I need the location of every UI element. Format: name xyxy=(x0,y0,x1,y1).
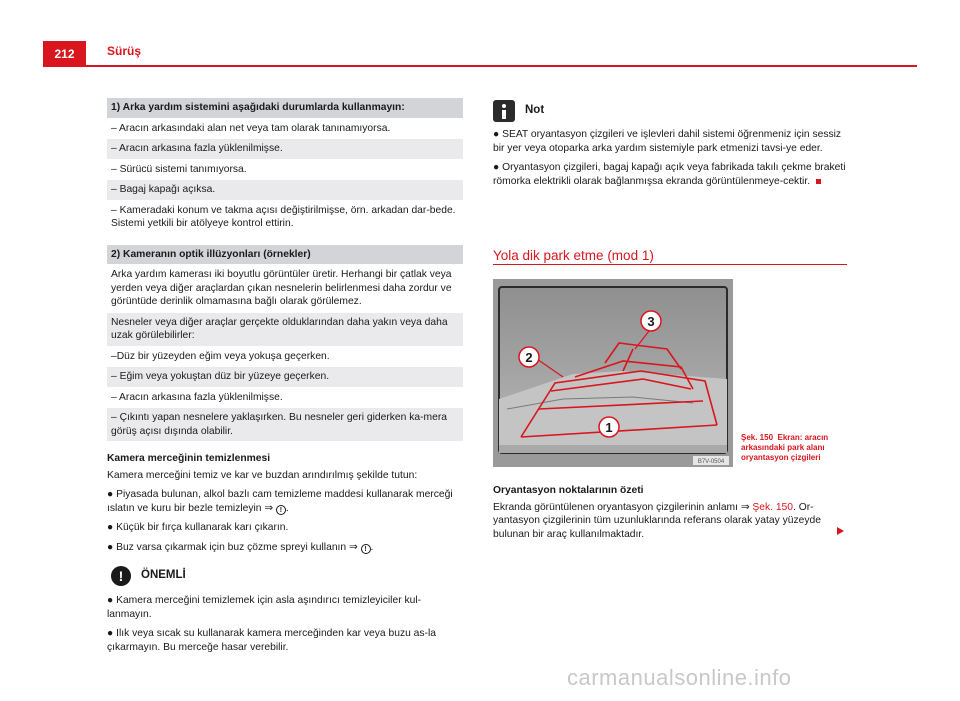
figure-caption-label: Şek. 150 xyxy=(741,433,774,442)
orientation-text-before: Ekranda görüntülenen oryantasyon çizgilerinin anlamı ⇒ xyxy=(493,501,750,513)
table-row: – Sürücü sistemi tanımıyorsa. xyxy=(107,160,463,181)
info-icon xyxy=(493,100,515,122)
warning-bullet: ● Kamera merceğini temizlemek için asla aşındırıcı temizleyiciler kul-lanmayın. xyxy=(107,595,422,620)
callout-3-label: 3 xyxy=(647,314,655,329)
cleaning-bullet: ● Küçük bir fırça kullanarak karı çıkarın. xyxy=(107,522,289,533)
camera-display-illustration xyxy=(493,279,733,467)
warning-title: ÖNEMLİ xyxy=(141,569,186,582)
cleaning-intro: Kamera merceğini temiz ve kar ve buzdan arındırılmış şekilde tutun: xyxy=(107,469,418,481)
warning-ref-icon[interactable]: ! xyxy=(276,505,286,515)
camera-display-figure xyxy=(493,279,733,467)
figure-caption xyxy=(741,433,851,463)
continue-arrow-icon xyxy=(837,527,844,535)
cleaning-bullet-text: ● Piyasada bulunan, alkol bazlı cam temizleme maddesi kullanarak merceği ıslatın ve kuru bir bezle temizleyin ⇒ xyxy=(107,489,453,514)
right-column-lower xyxy=(493,480,849,547)
note-bullet xyxy=(493,161,849,188)
note-bullet: ● SEAT oryantasyon çizgileri ve işlevleri dahil sistemi öğrenmeniz için sessiz bir yer veya otoparka arka yardım sistemiyle park etmenizi tavsi-ye eder. xyxy=(493,129,842,154)
orientation-heading: Oryantasyon noktalarının özeti xyxy=(493,485,644,496)
warning-header xyxy=(107,566,463,586)
note-header xyxy=(493,100,849,122)
left-column xyxy=(107,98,463,660)
table-row: – Kameradaki konum ve takma açısı değiştirilmişse, örn. arkadan dar-bede. Sistemi yetkili bir atölyeye kontrol ettirin. xyxy=(107,201,463,235)
table-header: 1) Arka yardım sistemini aşağıdaki durumlarda kullanmayın: xyxy=(107,98,463,119)
table-row: – Aracın arkasına fazla yüklenilmişse. xyxy=(107,139,463,160)
optical-illusions-table xyxy=(107,245,463,443)
callout-2-label: 2 xyxy=(525,350,533,365)
figure-caption-text: Ekran: aracın arkasındaki park alanı oryantasyon çizgileri xyxy=(741,433,829,462)
callout-1 xyxy=(599,417,619,437)
section-title: Yola dik park etme (mod 1) xyxy=(493,248,654,263)
usage-restrictions-table xyxy=(107,98,463,235)
chapter-title: Sürüş xyxy=(107,44,142,58)
table-row: –Düz bir yüzeyden eğim veya yokuşa geçerken. xyxy=(107,347,463,368)
cleaning-bullet: ● Buz varsa çıkarmak için buz çözme spreyi kullanın ⇒ ! . xyxy=(107,541,374,553)
note-bullet-text: ● Oryantasyon çizgileri, bagaj kapağı açık veya fabrikada takılı çekme braketi römorka elektrikli olarak bağlanmışsa ekranda görüntülenmeye-cektir. xyxy=(493,162,846,187)
warning-ref-icon[interactable]: ! xyxy=(361,544,371,554)
table-row: – Aracın arkasındaki alan net veya tam olarak tanınamıyorsa. xyxy=(107,119,463,140)
warning-bullet: ● Ilık veya sıcak su kullanarak kamera merceğinden kar veya buzu as-la çıkarmayın. Bu merceğe hasar verebilir. xyxy=(107,628,437,653)
table-header: 2) Kameranın optik illüzyonları (örnekler) xyxy=(107,245,463,266)
cleaning-bullet: ● Piyasada bulunan, alkol bazlı cam temizleme maddesi kullanarak merceği ıslatın ve kuru bir bezle temizleyin ⇒ ! . xyxy=(107,489,453,514)
note-title: Not xyxy=(525,104,545,117)
table-row: – Çıkıntı yapan nesnelere yaklaşırken. Bu nesneler geri giderken ka-mera görüş açısı dışında olabilir. xyxy=(107,408,463,442)
callout-1-label: 1 xyxy=(605,420,613,435)
figure-ref-link[interactable]: Şek. 150 xyxy=(752,501,794,513)
figure-code: B7V-0504 xyxy=(697,459,725,465)
table-row: – Aracın arkasına fazla yüklenilmişse. xyxy=(107,388,463,409)
section-end-mark xyxy=(816,179,821,184)
header-rule xyxy=(43,65,917,67)
cleaning-heading: Kamera merceğinin temizlenmesi xyxy=(107,453,271,464)
table-row: – Bagaj kapağı açıksa. xyxy=(107,180,463,201)
cleaning-bullet-text: ● Buz varsa çıkarmak için buz çözme spreyi kullanın ⇒ xyxy=(107,541,358,553)
watermark: carmanualsonline.info xyxy=(567,665,792,690)
section-rule xyxy=(493,264,847,265)
orientation-text-after: . Or-yantasyon çizgilerinin tüm uzunluklarında referans olarak yatay yüzeyde bulunan bir araç kullanılmaktadır. xyxy=(493,501,821,540)
exclamation-icon: ! xyxy=(111,566,131,586)
table-row: – Eğim veya yokuştan düz bir yüzeye geçerken. xyxy=(107,367,463,388)
table-row: Arka yardım kamerası iki boyutlu görüntüler üretir. Herhangi bir çatlak veya yerden veya diğer araçlardan çıkan nesnelerin belirlenmesi daha zordur ve görüntüde derinlik olmamasına bağlı olarak görülemez. xyxy=(107,265,463,313)
table-row: Nesneler veya diğer araçlar gerçekte olduklarından daha yakın veya daha uzak görülebilirler: xyxy=(107,313,463,347)
orientation-text xyxy=(493,501,849,542)
page-number: 212 xyxy=(43,41,86,65)
right-column-top xyxy=(493,100,849,194)
